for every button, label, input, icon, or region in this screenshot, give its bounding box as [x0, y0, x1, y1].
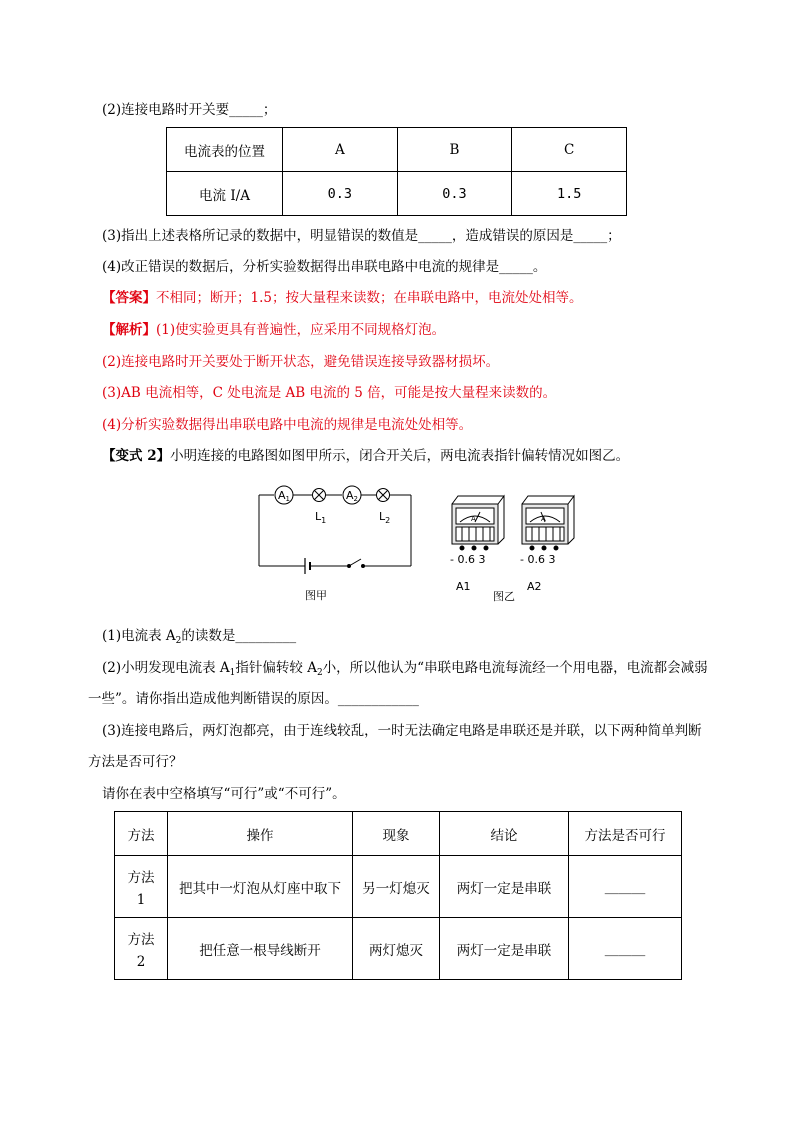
ammeter-a2-drawing [522, 496, 574, 550]
analysis-text-1: (1)使实验更具有普遍性，应采用不同规格灯泡。 [156, 322, 446, 338]
table-row [115, 918, 682, 980]
table-header-cell: 操作 [168, 812, 353, 856]
analysis-line-1 [102, 320, 445, 340]
question-3: (3)指出上述表格所记录的数据中，明显错误的数值是_____，造成错误的原因是_____； [102, 228, 621, 244]
answer-label: 【答案】 [102, 290, 156, 306]
answer-blank[interactable]: ______ [569, 856, 682, 918]
meter-a1-label: A1 [456, 580, 471, 593]
meter-scale-2: - 0.6 3 [520, 553, 556, 566]
current-table [166, 127, 627, 216]
methods-table [114, 811, 682, 980]
table-header-cell: 结论 [440, 812, 569, 856]
a1-label: A1 [278, 489, 290, 503]
answer-line [102, 288, 582, 308]
variant-label: 【变式 2】 [102, 448, 171, 464]
circuit-diagram [255, 480, 420, 605]
table-cell: 电流表的位置 [167, 128, 283, 172]
sub-question-2: (2)小明发现电流表 $A_1$指针偏转较 $A_2$小，所以他认为“串联电路电流每流经一个用电器，电流都会减弱 [102, 660, 708, 678]
svg-text:A: A [541, 515, 546, 523]
analysis-line-2: (2)连接电路时开关要处于断开状态，避免错误连接导致器材损坏。 [102, 354, 500, 370]
table-row [115, 856, 682, 918]
fill-instruction: 请你在表中空格填写“可行”或“不可行”。 [102, 786, 346, 802]
table-cell: A [283, 128, 398, 172]
table-row [115, 812, 682, 856]
table-cell: 1.5 [512, 172, 627, 216]
table-cell: C [512, 128, 627, 172]
svg-text:A: A [471, 515, 476, 523]
ammeter-figure [438, 492, 578, 604]
sub-question-1: (1)电流表 $A_2$的读数是_________ [102, 628, 297, 646]
table-cell: 把任意一根导线断开 [168, 918, 353, 980]
analysis-label: 【解析】 [102, 322, 156, 338]
answer-blank[interactable]: ______ [569, 918, 682, 980]
analysis-line-3: (3)AB 电流相等，C 处电流是 AB 电流的 5 倍，可能是按大量程来读数的。 [102, 385, 557, 401]
table-cell: 两灯熄灭 [353, 918, 440, 980]
table-cell: 方法 2 [115, 918, 168, 980]
table-cell: 0.3 [283, 172, 398, 216]
variant-2-line [102, 446, 629, 466]
analysis-line-4: (4)分析实验数据得出串联电路中电流的规律是电流处处相等。 [102, 417, 473, 433]
table-header-cell: 现象 [353, 812, 440, 856]
table-header-cell: 方法 [115, 812, 168, 856]
sub-question-3-cont: 方法是否可行？ [88, 754, 183, 770]
ammeter-a1-drawing [452, 496, 504, 550]
figure-yi-caption: 图乙 [493, 590, 515, 603]
table-cell: 0.3 [397, 172, 512, 216]
variant-text: 小明连接的电路图如图甲所示，闭合开关后，两电流表指针偏转情况如图乙。 [170, 448, 630, 464]
meter-a2-label: A2 [527, 580, 542, 593]
table-cell: 把其中一灯泡从灯座中取下 [168, 856, 353, 918]
table-row [167, 128, 627, 172]
meter-scale-1: - 0.6 3 [450, 553, 486, 566]
l1-label: $L_1$ [315, 510, 327, 525]
table-row [167, 172, 627, 216]
table-cell: B [397, 128, 512, 172]
table-cell: 另一灯熄灭 [353, 856, 440, 918]
a2-label: A2 [346, 489, 358, 503]
table-cell: 两灯一定是串联 [440, 856, 569, 918]
table-cell: 电流 I/A [167, 172, 283, 216]
question-2-switch: (2)连接电路时开关要_____； [102, 102, 277, 118]
figure-jia-caption: 图甲 [305, 589, 327, 602]
sub-question-2-cont: 一些”。请你指出造成他判断错误的原因。____________ [88, 691, 419, 707]
table-cell: 方法 1 [115, 856, 168, 918]
table-header-cell: 方法是否可行 [569, 812, 682, 856]
question-4: (4)改正错误的数据后，分析实验数据得出串联电路中电流的规律是_____。 [102, 259, 547, 275]
table-cell: 两灯一定是串联 [440, 918, 569, 980]
sub-question-3: (3)连接电路后，两灯泡都亮，由于连线较乱，一时无法确定电路是串联还是并联，以下两种简单判断 [102, 723, 702, 739]
answer-text: 不相同；断开；1.5；按大量程来读数；在串联电路中，电流处处相等。 [156, 290, 583, 306]
l2-label: $L_2$ [379, 510, 391, 525]
